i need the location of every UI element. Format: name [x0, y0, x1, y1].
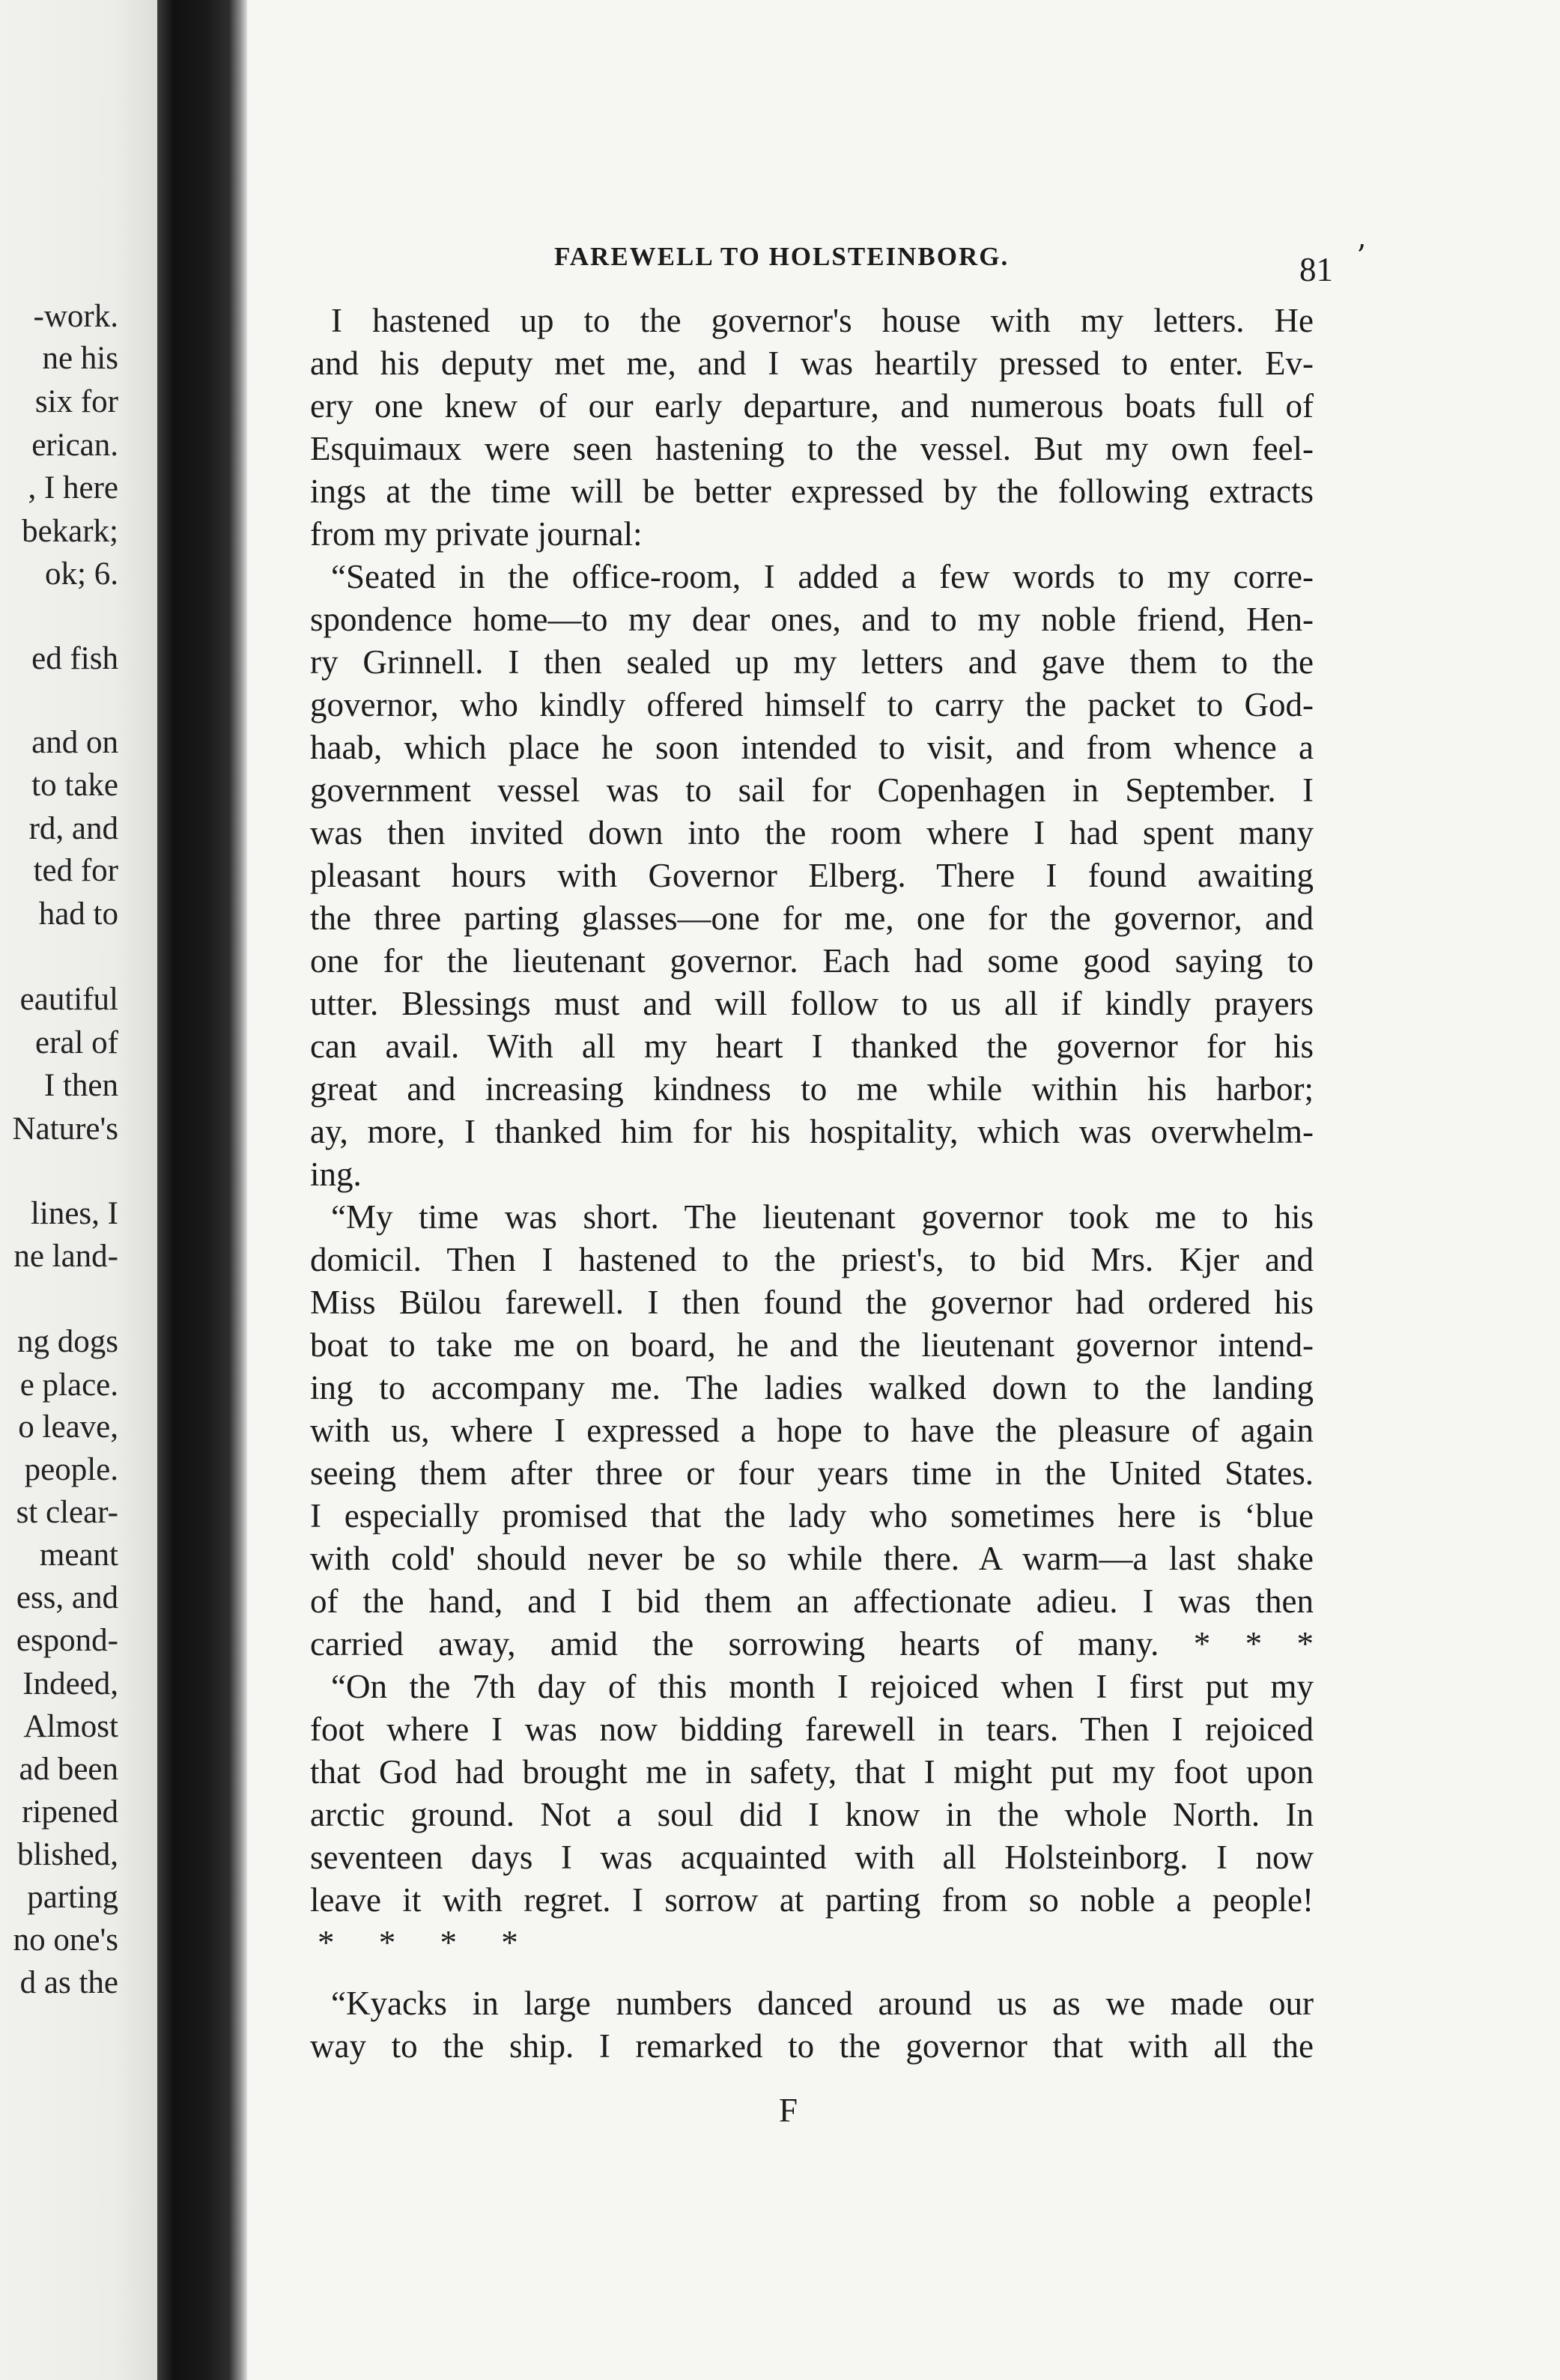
text-line: and his deputy met me, and I was heartily pressed to enter. Ev-	[310, 344, 1314, 382]
text-line: can avail. With all my heart I thanked the governor for his	[310, 1027, 1314, 1065]
facing-page-line: espond-	[16, 1623, 118, 1658]
facing-page-line: Nature's	[12, 1111, 118, 1147]
text-line: “Kyacks in large numbers danced around us as we made our	[331, 1985, 1314, 2022]
facing-page-line: ad been	[19, 1752, 118, 1787]
text-line: boat to take me on board, he and the lieutenant governor intend-	[310, 1326, 1314, 1364]
text-line: of the hand, and I bid them an affectionate adieu. I was then	[310, 1582, 1314, 1620]
text-line: way to the ship. I remarked to the governor that with all the	[310, 2027, 1314, 2065]
facing-page-line: e place.	[19, 1367, 118, 1403]
text-line: government vessel was to sail for Copenhagen in September. I	[310, 771, 1314, 809]
page-number: 81	[1299, 251, 1333, 288]
facing-page-fragment	[0, 0, 163, 2380]
facing-page-line: ng dogs	[17, 1324, 118, 1359]
text-line: haab, which place he soon intended to visit, and from whence a	[310, 729, 1314, 766]
facing-page-line: eautiful	[19, 982, 118, 1017]
facing-page-line: I then	[43, 1068, 118, 1103]
text-line: with us, where I expressed a hope to have the pleasure of again	[310, 1412, 1314, 1449]
text-line: “My time was short. The lieutenant governor took me to his	[331, 1198, 1314, 1236]
facing-page-line: bekark;	[22, 514, 118, 549]
text-line: arctic ground. Not a soul did I know in the whole North. In	[310, 1796, 1314, 1833]
text-line: ing to accompany me. The ladies walked down to the landing	[310, 1369, 1314, 1406]
facing-page-line: eral of	[34, 1025, 118, 1060]
signature-mark: F	[779, 2092, 798, 2129]
text-line: seventeen days I was acquainted with all Holsteinborg. I now	[310, 1839, 1314, 1876]
facing-page-line: to take	[31, 768, 118, 803]
text-line: spondence home—to my dear ones, and to my noble friend, Hen-	[310, 601, 1314, 638]
text-line: “Seated in the office-room, I added a few words to my corre-	[331, 558, 1314, 595]
facing-page-line: ne his	[42, 341, 118, 376]
text-line: ings at the time will be better expressed by the following extracts	[310, 473, 1314, 510]
book-gutter	[157, 0, 247, 2380]
text-line: foot where I was now bidding farewell in tears. Then I rejoiced	[310, 1710, 1314, 1748]
text-line: that God had brought me in safety, that I might put my foot upon	[310, 1753, 1314, 1791]
facing-page-line: o leave,	[18, 1409, 118, 1445]
facing-page-line: Indeed,	[22, 1666, 118, 1701]
text-line: ry Grinnell. I then sealed up my letters and gave them to the	[310, 643, 1314, 681]
running-head: FAREWELL TO HOLSTEINBORG.	[554, 242, 1010, 271]
text-line: pleasant hours with Governor Elberg. There I found awaiting	[310, 857, 1314, 894]
facing-page-line: people.	[24, 1452, 118, 1487]
text-line: from my private journal:	[310, 515, 643, 553]
text-line: Miss Bülou farewell. I then found the governor had ordered his	[310, 1284, 1314, 1321]
text-line: I hastened up to the governor's house with my letters. He	[331, 302, 1314, 339]
facing-page-line: st clear-	[16, 1495, 118, 1530]
facing-page-line: -work.	[33, 299, 118, 334]
facing-page-line: d as the	[19, 1965, 118, 2000]
facing-page-line: Almost	[23, 1709, 118, 1744]
facing-page-line: ripened	[22, 1794, 118, 1830]
facing-page-line: and on	[31, 725, 118, 760]
text-line: ing.	[310, 1156, 362, 1193]
text-line: ay, more, I thanked him for his hospitality, which was overwhelm-	[310, 1113, 1314, 1150]
text-line: with cold' should never be so while there. A warm—a last shake	[310, 1540, 1314, 1577]
text-line: governor, who kindly offered himself to carry the packet to God-	[310, 686, 1314, 723]
text-line: utter. Blessings must and will follow to us all if kindly prayers	[310, 985, 1314, 1022]
facing-page-line: ok; 6.	[45, 556, 118, 592]
facing-page-line: six for	[34, 384, 118, 419]
facing-page-line: ess, and	[16, 1580, 118, 1615]
facing-page-line: erican.	[31, 428, 118, 463]
facing-page-line: had to	[38, 896, 118, 932]
text-line: carried away, amid the sorrowing hearts of many. * * *	[310, 1625, 1314, 1663]
facing-page-line: lines, I	[30, 1196, 118, 1231]
text-line: leave it with regret. I sorrow at parting from so noble a people!	[310, 1881, 1314, 1919]
section-stars: * * * *	[318, 1924, 536, 1961]
stray-mark: ʼ	[1356, 240, 1365, 274]
text-line: seeing them after three or four years time in the United States.	[310, 1454, 1314, 1492]
book-page	[247, 0, 1560, 2380]
facing-page-line: parting	[27, 1880, 118, 1915]
text-line: ery one knew of our early departure, and numerous boats full of	[310, 387, 1314, 425]
facing-page-line: no one's	[13, 1922, 118, 1958]
body-text	[310, 300, 1314, 2068]
text-line: I especially promised that the lady who sometimes here is ‘blue	[310, 1497, 1314, 1534]
facing-page-line: rd, and	[28, 811, 118, 846]
text-line: was then invited down into the room where I had spent many	[310, 814, 1314, 851]
facing-page-line: meant	[39, 1537, 118, 1573]
text-line: Esquimaux were seen hastening to the vessel. But my own feel-	[310, 430, 1314, 467]
facing-page-line: , I here	[28, 470, 118, 506]
facing-page-line: blished,	[17, 1837, 118, 1872]
facing-page-line: ne land-	[13, 1239, 118, 1274]
facing-page-line: ed fish	[31, 641, 118, 676]
text-line: domicil. Then I hastened to the priest's, to bid Mrs. Kjer and	[310, 1241, 1314, 1278]
text-line: great and increasing kindness to me while within his harbor;	[310, 1070, 1314, 1108]
text-line: one for the lieutenant governor. Each had some good saying to	[310, 942, 1314, 980]
text-line: “On the 7th day of this month I rejoiced when I first put my	[331, 1668, 1314, 1705]
facing-page-line: ted for	[33, 853, 118, 888]
text-line: the three parting glasses—one for me, one for the governor, and	[310, 899, 1314, 937]
